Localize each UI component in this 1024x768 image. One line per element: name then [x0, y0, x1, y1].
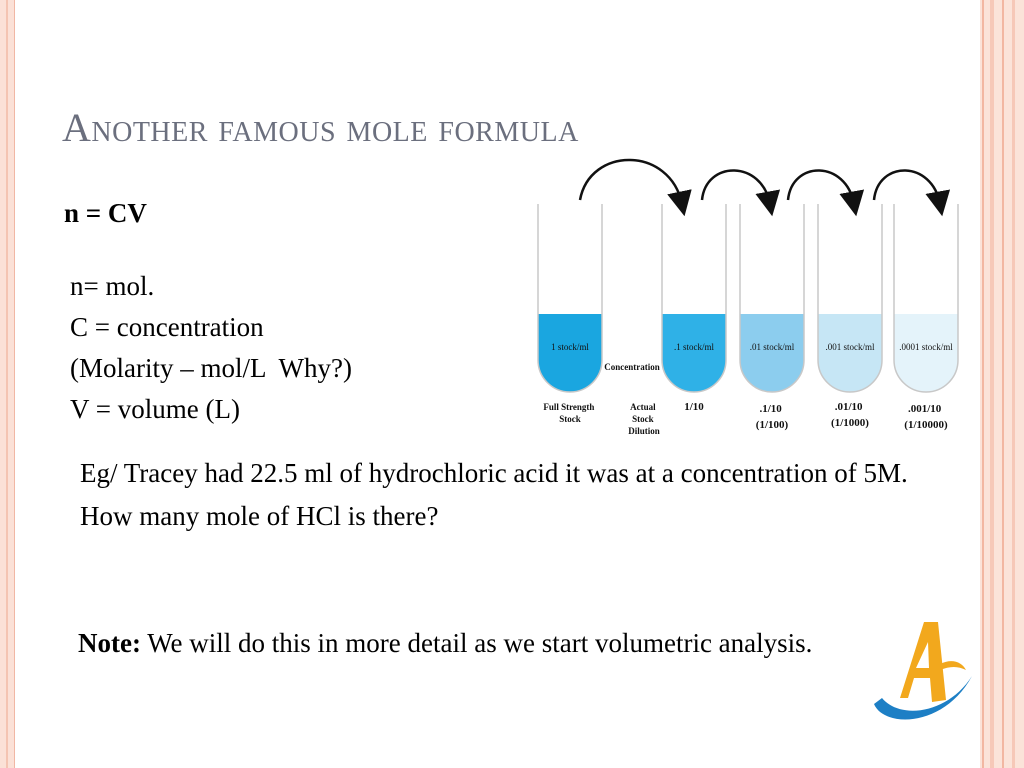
note-label: Note:	[78, 628, 141, 658]
test-tube-2	[662, 204, 726, 392]
concentration-label: Concentration	[604, 362, 660, 372]
test-tube-1	[538, 204, 602, 392]
tube-label-2: .1 stock/ml	[674, 342, 714, 352]
test-tube-5	[894, 204, 958, 392]
definitions-list	[70, 266, 510, 430]
test-tube-3	[740, 204, 804, 392]
definition-molarity: (Molarity – mol/L Why?)	[70, 353, 352, 383]
example-question: Eg/ Tracey had 22.5 ml of hydrochloric acid it was at a concentration of 5M. How many mole of HCl is there?	[80, 458, 908, 531]
arrow-icon	[788, 170, 854, 204]
definition-n: n= mol.	[70, 271, 155, 301]
slide-title: Another famous mole formula	[62, 105, 579, 150]
test-tube-4	[818, 204, 882, 392]
tube-label-3: .01 stock/ml	[749, 342, 795, 352]
caption-1-10: 1/10	[684, 401, 704, 413]
caption-full-strength: Full Strength Stock	[543, 402, 595, 424]
formula: n = CV	[64, 198, 147, 228]
definition-v: V = volume (L)	[70, 394, 240, 424]
definition-c: C = concentration	[70, 312, 264, 342]
note-text: We will do this in more detail as we start volumetric analysis.	[140, 628, 813, 658]
right-border-decoration	[980, 0, 1024, 768]
logo-a-icon	[866, 612, 978, 730]
tube-label-5: .0001 stock/ml	[899, 342, 953, 352]
tube-label-1: 1 stock/ml	[551, 342, 589, 352]
arrow-icon	[702, 170, 770, 204]
tube-label-4: .001 stock/ml	[825, 342, 875, 352]
left-border-decoration	[0, 0, 15, 768]
serial-dilution-diagram	[530, 152, 960, 442]
caption-1-10000: .001/10 (1/10000)	[904, 403, 948, 431]
caption-1-1000: .01/10 (1/1000)	[831, 401, 869, 429]
caption-actual-dilution: Actual Stock Dilution	[628, 402, 660, 436]
arrow-icon	[874, 170, 940, 204]
note-paragraph	[78, 622, 858, 665]
caption-1-100: .1/10 (1/100)	[755, 403, 789, 431]
arrow-icon	[580, 160, 682, 204]
